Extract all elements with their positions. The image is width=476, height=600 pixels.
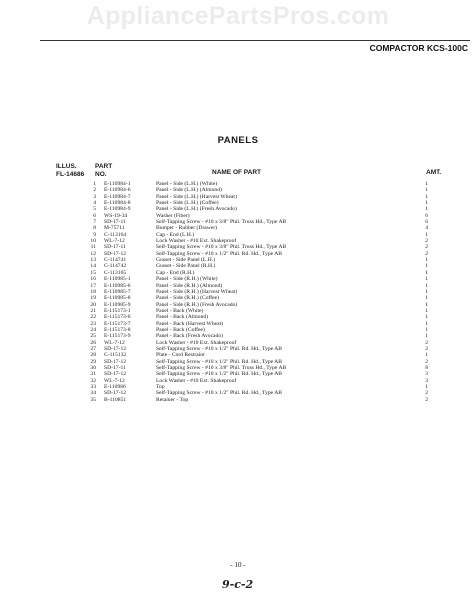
part-number: C-113164 (104, 231, 127, 238)
illus-number: 3 (93, 193, 96, 200)
part-name: Lock Washer - #10 Ext. Shakeproof (156, 238, 237, 245)
column-header-name: NAME OF PART (212, 169, 261, 176)
handwritten-note: 9-c-2 (222, 578, 254, 591)
part-number: WL-7-12 (104, 339, 125, 346)
part-number: WS-19-34 (104, 212, 128, 219)
illus-number: 21 (90, 307, 96, 314)
part-number: M-75711 (104, 225, 125, 232)
part-number: SD-17-12 (104, 345, 127, 352)
illus-number: 8 (93, 225, 96, 232)
illus-number: 16 (90, 276, 96, 283)
illus-number: 18 (90, 288, 96, 295)
column-header-part: PART (95, 163, 113, 170)
part-amount: 1 (425, 384, 428, 390)
illus-number: 31 (90, 371, 96, 378)
part-name: Panel - Back (Fresh Avocado) (156, 333, 224, 340)
part-amount: 1 (425, 276, 428, 283)
part-name: Panel - Side (R.H.) (Coffee) (156, 295, 219, 302)
part-number: E-115173-9 (104, 333, 131, 340)
illus-number: 17 (90, 282, 96, 289)
part-name: Lock Washer - #10 Ext. Shakeproof (156, 339, 237, 346)
part-name: Self-Tapping Screw - #10 x 1/2" Phil. Rd. Hd., Type AB (156, 371, 283, 378)
illus-number: 2 (93, 187, 96, 194)
part-number: WL-7-12 (104, 238, 125, 245)
page-number: - 10 - (230, 561, 246, 569)
part-name: Cap - End (R.H.) (156, 269, 195, 276)
part-number: SD-17-12 (104, 250, 127, 257)
part-number: E-110985-1 (104, 276, 131, 283)
part-amount: 3 (425, 371, 428, 378)
part-amount: 2 (425, 339, 428, 346)
illus-number: 26 (90, 339, 96, 346)
column-header-illus: ILLUS. (56, 163, 77, 170)
part-amount: 2 (425, 238, 428, 245)
part-name: Self-Tapping Screw - #10 x 1/2" Phil. Rd. Hd., Type AB (156, 250, 283, 257)
part-amount: 1 (425, 282, 428, 289)
part-amount: 1 (425, 295, 428, 302)
part-amount: 1 (425, 288, 428, 295)
watermark: AppliancePartsPros.com (86, 2, 390, 30)
part-amount: 1 (425, 326, 428, 333)
part-number: E-110985-9 (104, 301, 131, 308)
part-amount: 2 (425, 244, 428, 251)
part-number: E-110984-9 (104, 206, 131, 213)
part-amount: 2 (425, 250, 428, 257)
part-amount: 1 (425, 181, 428, 187)
illus-number: 9 (93, 231, 96, 238)
column-header-amt: AMT. (426, 169, 442, 176)
part-name: Washer (Fiber) (156, 212, 190, 219)
illus-number: 24 (90, 326, 96, 333)
part-name: Panel - Side (L.H.) (Coffee) (156, 200, 219, 207)
part-amount: 1 (425, 307, 428, 314)
part-amount: 4 (425, 225, 428, 232)
part-name: Self-Tapping Screw - #10 x 1/2" Phil. Rd. Hd., Type AB (156, 345, 283, 352)
part-number: SD-17-11 (104, 244, 126, 251)
illus-number: 11 (90, 244, 96, 251)
part-number: E-115173-7 (104, 320, 131, 327)
part-amount: 1 (425, 301, 428, 308)
part-name: Panel - Side (R.H.) (Fresh Avocado) (156, 301, 238, 308)
part-number: C-114742 (104, 263, 127, 270)
part-number: E-110985-8 (104, 295, 131, 302)
column-header-illus-figure: FL-14686 (56, 171, 85, 178)
part-name: Gusset - Side Panel (L.H.) (156, 257, 216, 264)
part-number: WL-7-12 (104, 377, 125, 384)
illus-number: 6 (93, 212, 96, 219)
part-amount: 1 (425, 263, 428, 270)
column-header-part-no: NO. (95, 171, 107, 178)
part-name: Panel - Side (L.H.) (Almond) (156, 187, 222, 194)
part-number: E-110985-6 (104, 282, 131, 289)
parts-list (56, 181, 446, 403)
illus-number: 32 (90, 377, 96, 384)
part-number: C-113165 (104, 269, 127, 276)
part-number: E-110984-8 (104, 200, 131, 207)
section-title: PANELS (217, 135, 259, 146)
part-amount: 1 (425, 269, 428, 276)
part-number: SD-17-12 (104, 390, 127, 397)
part-amount: 2 (425, 390, 428, 397)
part-name: Panel - Back (Coffee) (156, 326, 205, 333)
part-amount: 3 (425, 377, 428, 384)
part-amount: 1 (425, 231, 428, 238)
illus-number: 23 (90, 320, 96, 327)
part-name: Self-Tapping Screw - #10 x 3/8" Phil. Truss Hd., Type AB (156, 244, 287, 251)
part-name: Top (156, 384, 165, 390)
illus-number: 34 (90, 390, 96, 397)
part-name: Panel - Side (L.H.) (Harvest Wheat) (156, 193, 237, 200)
part-name: Bumper - Rubber (Drawer) (156, 225, 218, 232)
part-amount: 1 (425, 320, 428, 327)
part-amount: 2 (425, 358, 428, 365)
part-name: Panel - Side (L.H.) (Fresh Avocado) (156, 206, 237, 213)
part-number: E-110984-1 (104, 181, 131, 187)
part-name: Self-Tapping Screw - #10 x 3/8" Phil. Truss Hd., Type AB (156, 219, 287, 226)
part-amount: 2 (425, 345, 428, 352)
illus-number: 10 (90, 238, 96, 245)
part-number: C-115132 (104, 352, 127, 359)
illus-number: 1 (93, 181, 96, 187)
illus-number: 13 (90, 257, 96, 264)
illus-number: 25 (90, 333, 96, 340)
part-name: Self-Tapping Screw - #10 x 1/2" Phil. Rd. Hd., Type AB (156, 358, 283, 365)
part-name: Retainer - Top (156, 396, 189, 403)
part-name: Panel - Back (Almond) (156, 314, 209, 321)
part-name: Panel - Back (White) (156, 307, 204, 314)
part-amount: 1 (425, 352, 428, 359)
header-label: COMPACTOR KCS-100C (369, 43, 468, 53)
part-number: E-115173-8 (104, 326, 131, 333)
illus-number: 29 (90, 358, 96, 365)
part-name: Self-Tapping Screw - #10 x 1/2" Phil. Rd. Hd., Type AB (156, 390, 283, 397)
part-number: E-110985-7 (104, 288, 131, 295)
illus-number: 4 (93, 200, 96, 207)
part-amount: 1 (425, 314, 428, 321)
part-number: E-115173-6 (104, 314, 131, 321)
part-name: Cap - End (L.H.) (156, 231, 195, 238)
part-number: SD-17-11 (104, 364, 126, 371)
illus-number: 15 (90, 269, 96, 276)
part-amount: 1 (425, 187, 428, 194)
header-rule (40, 40, 470, 41)
illus-number: 20 (90, 301, 96, 308)
part-amount: 1 (425, 257, 428, 264)
part-amount: 6 (425, 219, 428, 226)
illus-number: 33 (90, 384, 96, 390)
part-name: Panel - Side (R.H.) (Almond) (156, 282, 223, 289)
part-name: Self-Tapping Screw - #10 x 3/8" Phil. Truss Hd., Type AB (156, 364, 287, 371)
part-amount: 8 (425, 364, 428, 371)
part-amount: 1 (425, 200, 428, 207)
illus-number: 35 (90, 396, 96, 403)
illus-number: 14 (90, 263, 96, 270)
part-name: Panel - Side (L.H.) (White) (156, 181, 218, 187)
part-amount: 1 (425, 333, 428, 340)
illus-number: 5 (93, 206, 96, 213)
illus-number: 22 (90, 314, 96, 321)
illus-number: 12 (90, 250, 96, 257)
part-name: Panel - Back (Harvest Wheat) (156, 320, 223, 327)
part-amount: 2 (425, 396, 428, 403)
part-number: E-110986 (104, 384, 126, 390)
illus-number: 19 (90, 295, 96, 302)
table-row (56, 397, 446, 403)
part-name: Panel - Side (R.H.) (Harvest Wheat) (156, 288, 238, 295)
illus-number: 30 (90, 364, 96, 371)
part-amount: 1 (425, 193, 428, 200)
illus-number: 28 (90, 352, 96, 359)
part-number: SD-17-12 (104, 371, 127, 378)
part-number: SD-17-12 (104, 358, 127, 365)
part-amount: 6 (425, 212, 428, 219)
part-number: E-110984-7 (104, 193, 131, 200)
part-number: C-114741 (104, 257, 127, 264)
part-number: B-110851 (104, 396, 127, 403)
part-name: Panel - Side (R.H.) (White) (156, 276, 218, 283)
part-number: E-115173-1 (104, 307, 131, 314)
illus-number: 27 (90, 345, 96, 352)
part-name: Lock Washer - #10 Ext. Shakeproof (156, 377, 237, 384)
illus-number: 7 (93, 219, 96, 226)
part-name: Plate - Cord Restraint (156, 352, 205, 359)
part-name: Gusset - Side Panel (R.H.) (156, 263, 216, 270)
part-number: SD-17-11 (104, 219, 126, 226)
part-amount: 1 (425, 206, 428, 213)
part-number: E-110984-6 (104, 187, 131, 194)
